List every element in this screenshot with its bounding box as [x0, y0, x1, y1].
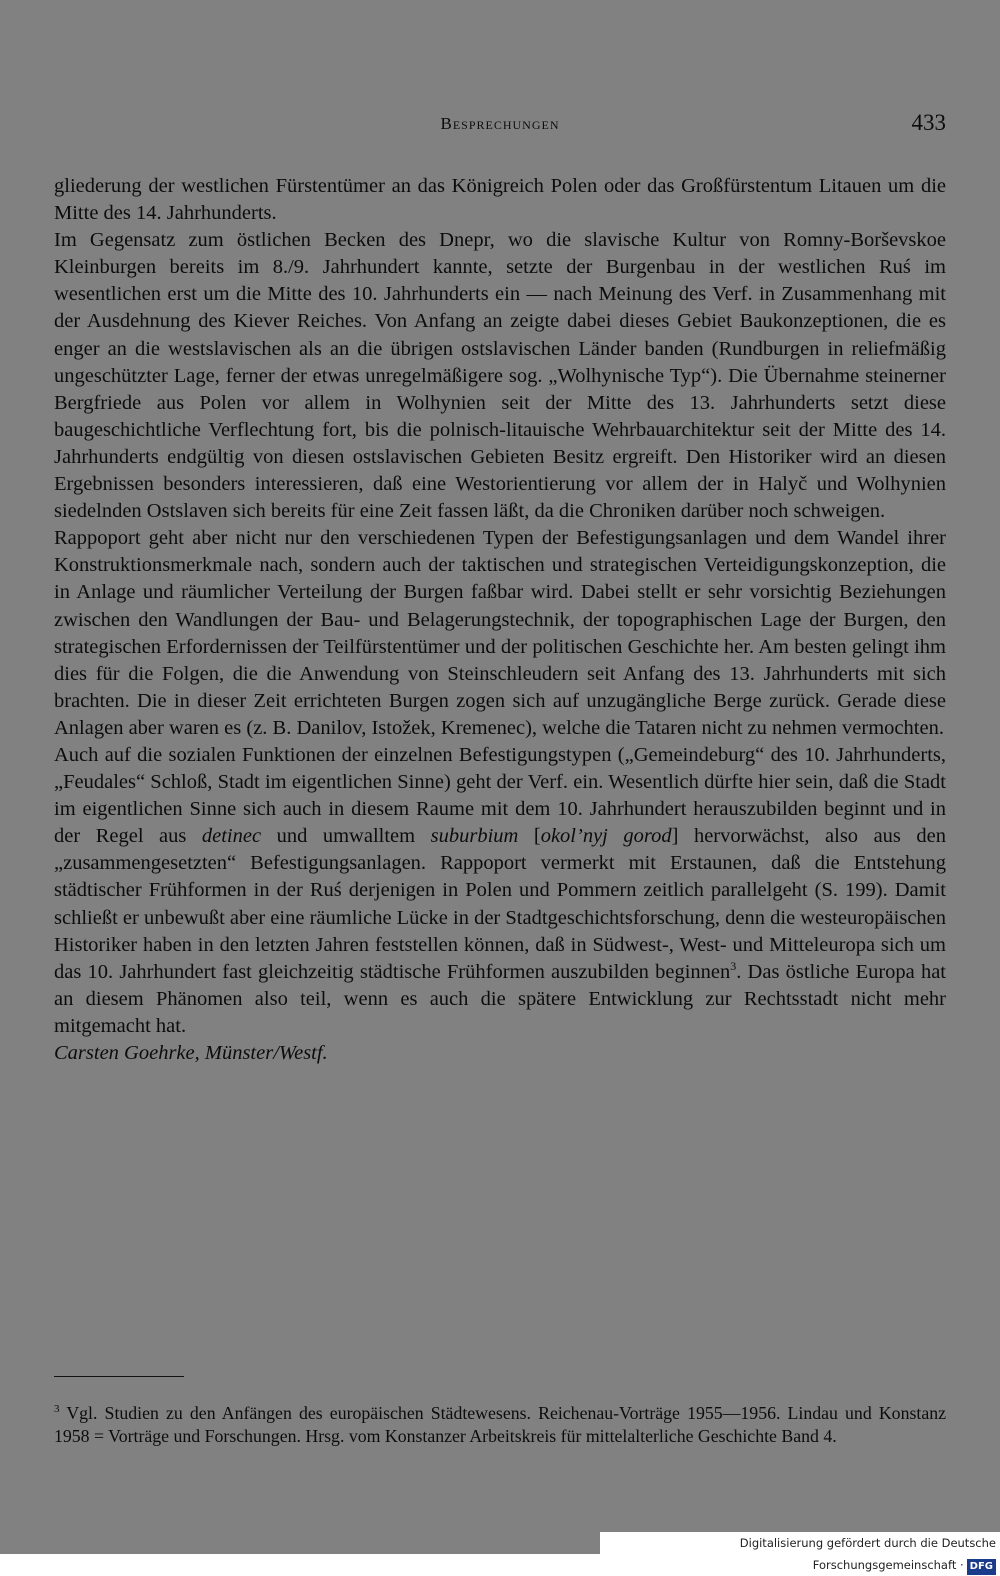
paragraph-4-part-b: und umwalltem: [261, 825, 431, 848]
running-head: [54, 110, 946, 142]
paragraph-4-part-e: . Das östliche Europa hat an diesem Phänomen also teil, wenn es auch die spätere Entwicklung zur Rechtsstadt nicht mehr mitgemacht hat.: [54, 960, 946, 1037]
paragraph-1: gliederung der westlichen Fürstentümer an das Königreich Polen oder das Großfürstentum Litauen um die Mitte des 14. Jahrhunderts.: [54, 175, 946, 225]
term-detinec: detinec: [201, 825, 262, 848]
footnote-reference: 3: [730, 958, 737, 973]
term-okolnyj-gorod: okol’nyj gorod: [540, 825, 672, 848]
footnote-marker: 3: [54, 1403, 60, 1415]
footnote: [54, 1398, 946, 1448]
running-title: Besprechungen: [440, 114, 560, 133]
page-number: 433: [911, 110, 946, 135]
paragraph-4: [54, 742, 946, 1040]
funding-credit: [600, 1532, 1000, 1572]
paragraph-4-part-c: [: [518, 825, 541, 848]
paragraph-4-part-d: ] hervorwächst, also aus den „zusammengesetzten“ Befestigungsanlagen. Rappoport vermerkt mit Erstaunen, daß die Entstehung städtischer Frühformen in der Ruś derjenigen in Polen und Pommern zeitlich parallelgeht (S. 199). Damit schließt er unbewußt aber eine räumliche Lücke in der Stadtgeschichtsforschung, denn die westeuropäischen Historiker haben in den letzten Jahren feststellen können, daß in Südwest-, West- und Mitteleuropa sich um das 10. Jahrhundert fast gleichzeitig städtische Frühformen auszubilden beginnen: [54, 825, 947, 983]
footnote-text: Vgl. Studien zu den Anfängen des europäischen Städtewesens. Reichenau-Vorträge 1955—1956. Lindau und Konstanz 1958 = Vorträge und Forschungen. Hrsg. vom Konstanzer Arbeitskreis für mittelalterliche Geschichte Band 4.: [54, 1402, 946, 1446]
paragraph-2: Im Gegensatz zum östlichen Becken des Dnepr, wo die slavische Kultur von Romny-Borševskoe Kleinburgen bereits im 8./9. Jahrhundert kannte, setzte der Burgenbau in der westlichen Ruś im wesentlichen erst um die Mitte des 10. Jahrhunderts ein — nach Meinung des Verf. in Zusammenhang mit der Ausdehnung des Kiever Reiches. Von Anfang an zeigte dabei dieses Gebiet Baukonzeptionen, die es enger an die westslavischen als an die übrigen ostslavischen Länder banden (Rundburgen in reliefmäßig ungeschützter Lage, ferner der etwas unregelmäßigere sog. „Wolhynische Typ“). Die Übernahme steinerner Bergfriede aus Polen vor allem in Wolhynien seit der Mitte des 13. Jahrhunderts setzt diese baugeschichtliche Verflechtung fort, bis die polnisch-litauische Wehrbauarchitektur seit der Mitte des 14. Jahrhunderts endgültig von diesen ostslavischen Gebieten Besitz ergreift. Den Historiker wird an diesen Ergebnissen besonders interessieren, daß eine Westorientierung vor allem der in Halyč und Wolhynien siedelnden Ostslaven sich bereits für eine Zeit fassen läßt, da die Chroniken darüber noch schweigen.: [54, 229, 946, 523]
paragraph-3: Rappoport geht aber nicht nur den verschiedenen Typen der Befestigungsanlagen und dem Wandel ihrer Konstruktionsmerkmale nach, sondern auch der taktischen und strategischen Verteidigungskonzeption, die in Anlage und räumlicher Verteilung der Burgen faßbar wird. Dabei stellt er sehr vorsichtig Beziehungen zwischen den Wandlungen der Bau- und Belagerungstechnik, der topographischen Lage der Burgen, den strategischen Erfordernissen der Teilfürstentümer und der politischen Geschichte her. Am besten gelingt ihm dies für die Folgen, die die Anwendung von Steinschleudern seit Anfang des 13. Jahrhunderts mit sich brachten. Die in dieser Zeit errichteten Burgen zogen sich auf unzugängliche Berge zurück. Gerade diese Anlagen aber waren es (z. B. Danilov, Istožek, Kremenec), welche die Tataren nicht zu nehmen vermochten.: [54, 527, 946, 739]
term-suburbium: suburbium: [430, 825, 519, 848]
dfg-logo: DFG: [967, 1559, 996, 1575]
footnote-rule: [54, 1376, 184, 1377]
funding-credit-text: Digitalisierung gefördert durch die Deutsche Forschungsgemeinschaft ·: [739, 1536, 996, 1572]
signature: Carsten Goehrke, Münster/Westf.: [54, 1042, 328, 1064]
body-text: [54, 173, 946, 1067]
paragraph-4-part-a: Auch auf die sozialen Funktionen der einzelnen Befestigungstypen („Gemeindeburg“ des 10. Jahrhunderts, „Feudales“ Schloß, Stadt im eigentlichen Sinne) geht der Verf. ein. Wesentlich dürfte hier sein, daß die Stadt im eigentlichen Sinne sich auch in diesem Raume mit dem 10. Jahrhundert herauszubilden beginnt und in der Regel aus: [54, 743, 946, 848]
